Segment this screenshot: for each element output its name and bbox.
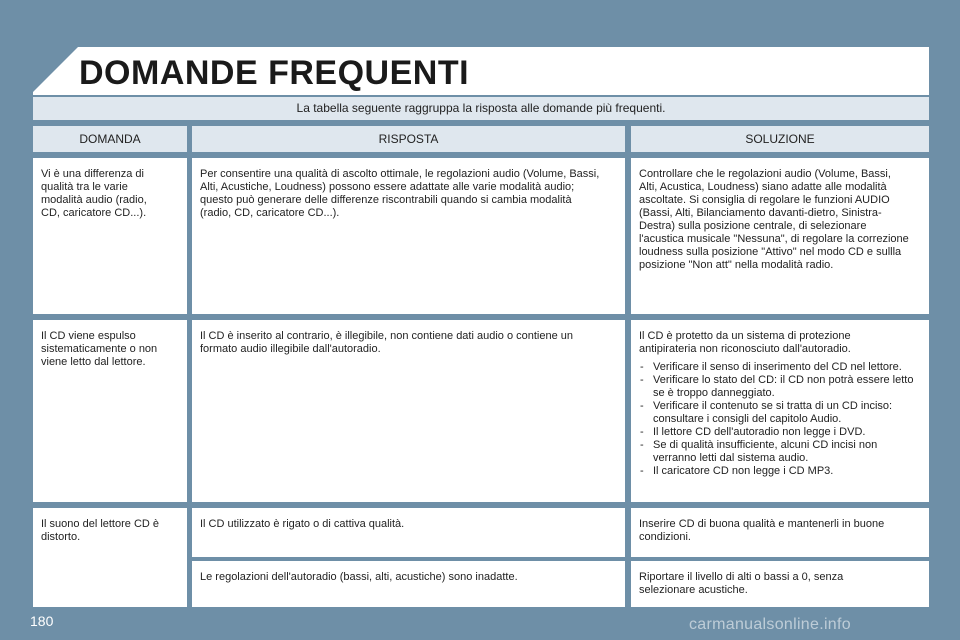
row4-solution-text: Riportare il livello di alti o bassi a 0, senza selezionare acustiche. xyxy=(639,571,844,596)
row3-solution-text: Inserire CD di buona qualità e mantenerli in buone condizioni. xyxy=(639,518,885,543)
row2-question-text: Il CD viene espulso sistematicamente o non viene letto dal lettore. xyxy=(41,330,158,368)
row3-solution xyxy=(631,508,929,557)
header-question: DOMANDA xyxy=(33,126,187,152)
row2-solution-list xyxy=(639,361,915,478)
row1-answer-text: Per consentire una qualità di ascolto ottimale, le regolazioni audio (Volume, Bassi, Alti, Acustiche, Loudness) possono essere adattate alle varie modalità audio; questo può generare delle differenze riscontrabili quando si cambia modalità (radio, CD, caricatore CD...). xyxy=(200,168,600,219)
row3-answer-text: Il CD utilizzato è rigato o di cattiva qualità. xyxy=(200,518,405,530)
list-item: - Verificare il contenuto se si tratta di un CD inciso: consultare i consigli del capitolo Audio. xyxy=(639,400,915,426)
row2-answer-text: Il CD è inserito al contrario, è illegibile, non contiene dati audio o contiene un formato audio illegibile dall'autoradio. xyxy=(200,330,574,355)
row1-question xyxy=(33,158,187,314)
row2-question xyxy=(33,320,187,502)
row3-answer xyxy=(192,508,625,557)
list-item: - Il lettore CD dell'autoradio non legge i DVD. xyxy=(639,426,915,439)
row1-answer xyxy=(192,158,625,314)
page-number: 180 xyxy=(30,613,54,629)
row1-solution xyxy=(631,158,929,314)
watermark: carmanualsonline.info xyxy=(689,616,851,633)
header-solution: SOLUZIONE xyxy=(631,126,929,152)
header-answer: RISPOSTA xyxy=(192,126,625,152)
row4-answer xyxy=(192,561,625,607)
row4-answer-text: Le regolazioni dell'autoradio (bassi, alti, acustiche) sono inadatte. xyxy=(200,571,518,583)
list-item: - Se di qualità insufficiente, alcuni CD incisi non verranno letti dal sistema audio. xyxy=(639,439,915,465)
row3-question-text: Il suono del lettore CD è distorto. xyxy=(41,518,160,543)
list-item: - Verificare il senso di inserimento del CD nel lettore. xyxy=(639,361,915,374)
list-item: - Il caricatore CD non legge i CD MP3. xyxy=(639,465,915,478)
row2-solution-text: Il CD è protetto da un sistema di protezione antipirateria non riconosciuto dall'autoradio. xyxy=(639,330,851,355)
page-title: DOMANDE FREQUENTI xyxy=(79,54,470,92)
row1-question-text: Vi è una differenza di qualità tra le varie modalità audio (radio, CD, caricatore CD...). xyxy=(41,168,147,219)
list-item: - Verificare lo stato del CD: il CD non potrà essere letto se è troppo danneggiato. xyxy=(639,374,915,400)
row2-answer xyxy=(192,320,625,502)
row3-question xyxy=(33,508,187,607)
row1-solution-text: Controllare che le regolazioni audio (Volume, Bassi, Alti, Acustica, Loudness) siano adatte alle modalità ascoltate. Si consiglia di regolare le funzioni AUDIO (Bassi, Alti, Bilanciamento davanti-dietro, Sinistra-Destra) sulla posizione centrale, di selezionare l'acustica musicale "Nessuna", di regolare la correzione loudness sulla posizione "Attivo" nel modo CD e sullla posizione "Non att" nella modalità radio. xyxy=(639,168,909,271)
row4-solution xyxy=(631,561,929,607)
intro-text: La tabella seguente raggruppa la risposta alle domande più frequenti. xyxy=(296,101,666,115)
row2-solution xyxy=(631,320,929,502)
